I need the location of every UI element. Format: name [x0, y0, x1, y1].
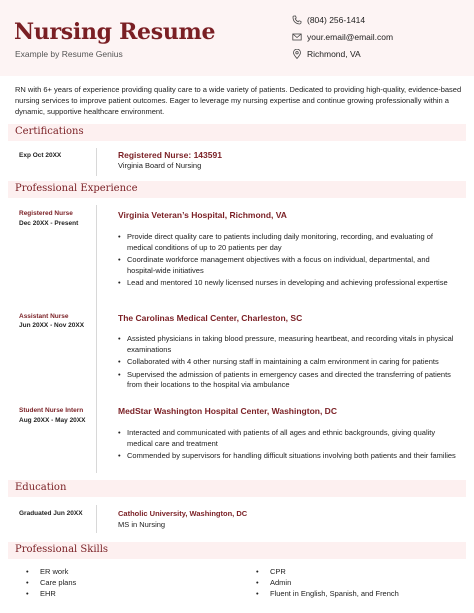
- skill-item: • Admin: [256, 577, 399, 588]
- job-role: Assistant Nurse: [19, 313, 69, 320]
- job-bullet: • Coordinate workforce management objectives with a focus on individual, departmental, and hospital-wide initiatives: [118, 255, 458, 276]
- job-employer: MedStar Washington Hospital Center, Washington, DC: [118, 406, 337, 416]
- skill-item: • CPR: [256, 566, 399, 577]
- location-pin-icon: [292, 49, 302, 59]
- experience-heading: Professional Experience: [15, 183, 138, 194]
- job-bullets: [118, 334, 458, 393]
- job-dates: Jun 20XX - Nov 20XX: [19, 322, 85, 329]
- education-heading: Education: [15, 482, 67, 493]
- skill-item: • ER work: [26, 566, 76, 577]
- email-text: your.email@email.com: [307, 32, 394, 42]
- graduation-date: Graduated Jun 20XX: [19, 510, 83, 517]
- resume-header: [0, 0, 474, 76]
- contact-email: [292, 32, 393, 42]
- job-dates: Aug 20XX - May 20XX: [19, 417, 86, 424]
- skill-item: • Fluent in English, Spanish, and French: [256, 588, 399, 599]
- job-bullets: [118, 428, 458, 464]
- job-role: Registered Nurse: [19, 210, 73, 217]
- certifications-heading: Certifications: [15, 126, 84, 137]
- school-name: Catholic University, Washington, DC: [118, 509, 248, 518]
- certification-issuer: Virginia Board of Nursing: [118, 161, 202, 170]
- job-bullets: [118, 232, 458, 291]
- education-band: [8, 480, 466, 497]
- certification-date: Exp Oct 20XX: [19, 152, 62, 159]
- phone-icon: [292, 15, 302, 25]
- summary-paragraph: RN with 6+ years of experience providing quality care to a wide variety of patients. Dedicated to providing high-quality, evidence-based nursing services to improve patient outcomes. Eager to leverage my nursing expertise and continue growing professionally within a dynamic, supportive healthcare environment.: [15, 85, 462, 116]
- job-bullet: • Provide direct quality care to patients including daily monitoring, recording, and evaluating of medical conditions of up to 20 patients per day: [118, 232, 458, 253]
- phone-text: (804) 256-1414: [307, 15, 366, 25]
- resume-name: Nursing Resume: [14, 19, 216, 45]
- divider-line: [96, 148, 97, 176]
- skill-item: • EHR: [26, 588, 76, 599]
- job-bullet: • Commended by supervisors for handling difficult situations involving both patients and their families: [118, 451, 458, 462]
- job-employer: The Carolinas Medical Center, Charleston, SC: [118, 313, 303, 323]
- job-bullet: • Interacted and communicated with patients of all ages and ethnic backgrounds, giving quality medical care and treatment: [118, 428, 458, 449]
- job-employer: Virginia Veteran’s Hospital, Richmond, VA: [118, 210, 287, 220]
- certification-title: Registered Nurse: 143591: [118, 150, 222, 160]
- job-dates: Dec 20XX - Present: [19, 220, 79, 227]
- skills-column-2: [256, 566, 399, 599]
- contact-phone: [292, 15, 365, 25]
- job-bullet: • Assisted physicians in taking blood pressure, measuring heartbeat, and recording vitals in physical examinations: [118, 334, 458, 355]
- contact-location: [292, 49, 361, 59]
- skills-heading: Professional Skills: [15, 544, 109, 555]
- degree: MS in Nursing: [118, 520, 166, 529]
- job-bullet: • Lead and mentored 10 newly licensed nurses in developing and achieving professional expertise: [118, 278, 458, 289]
- job-bullet: • Supervised the admission of patients in emergency cases and directed the transferring of patients from their locations to the hospital via ambulance: [118, 370, 458, 391]
- skills-column-1: [26, 566, 76, 599]
- job-bullet: • Collaborated with 4 other nursing staff in maintaining a calm environment in caring for patients: [118, 357, 458, 368]
- divider-line: [96, 205, 97, 473]
- email-icon: [292, 32, 302, 42]
- skill-item: • Care plans: [26, 577, 76, 588]
- job-role: Student Nurse Intern: [19, 407, 84, 414]
- resume-subtitle: Example by Resume Genius: [15, 49, 123, 59]
- location-text: Richmond, VA: [307, 49, 361, 59]
- divider-line: [96, 505, 97, 533]
